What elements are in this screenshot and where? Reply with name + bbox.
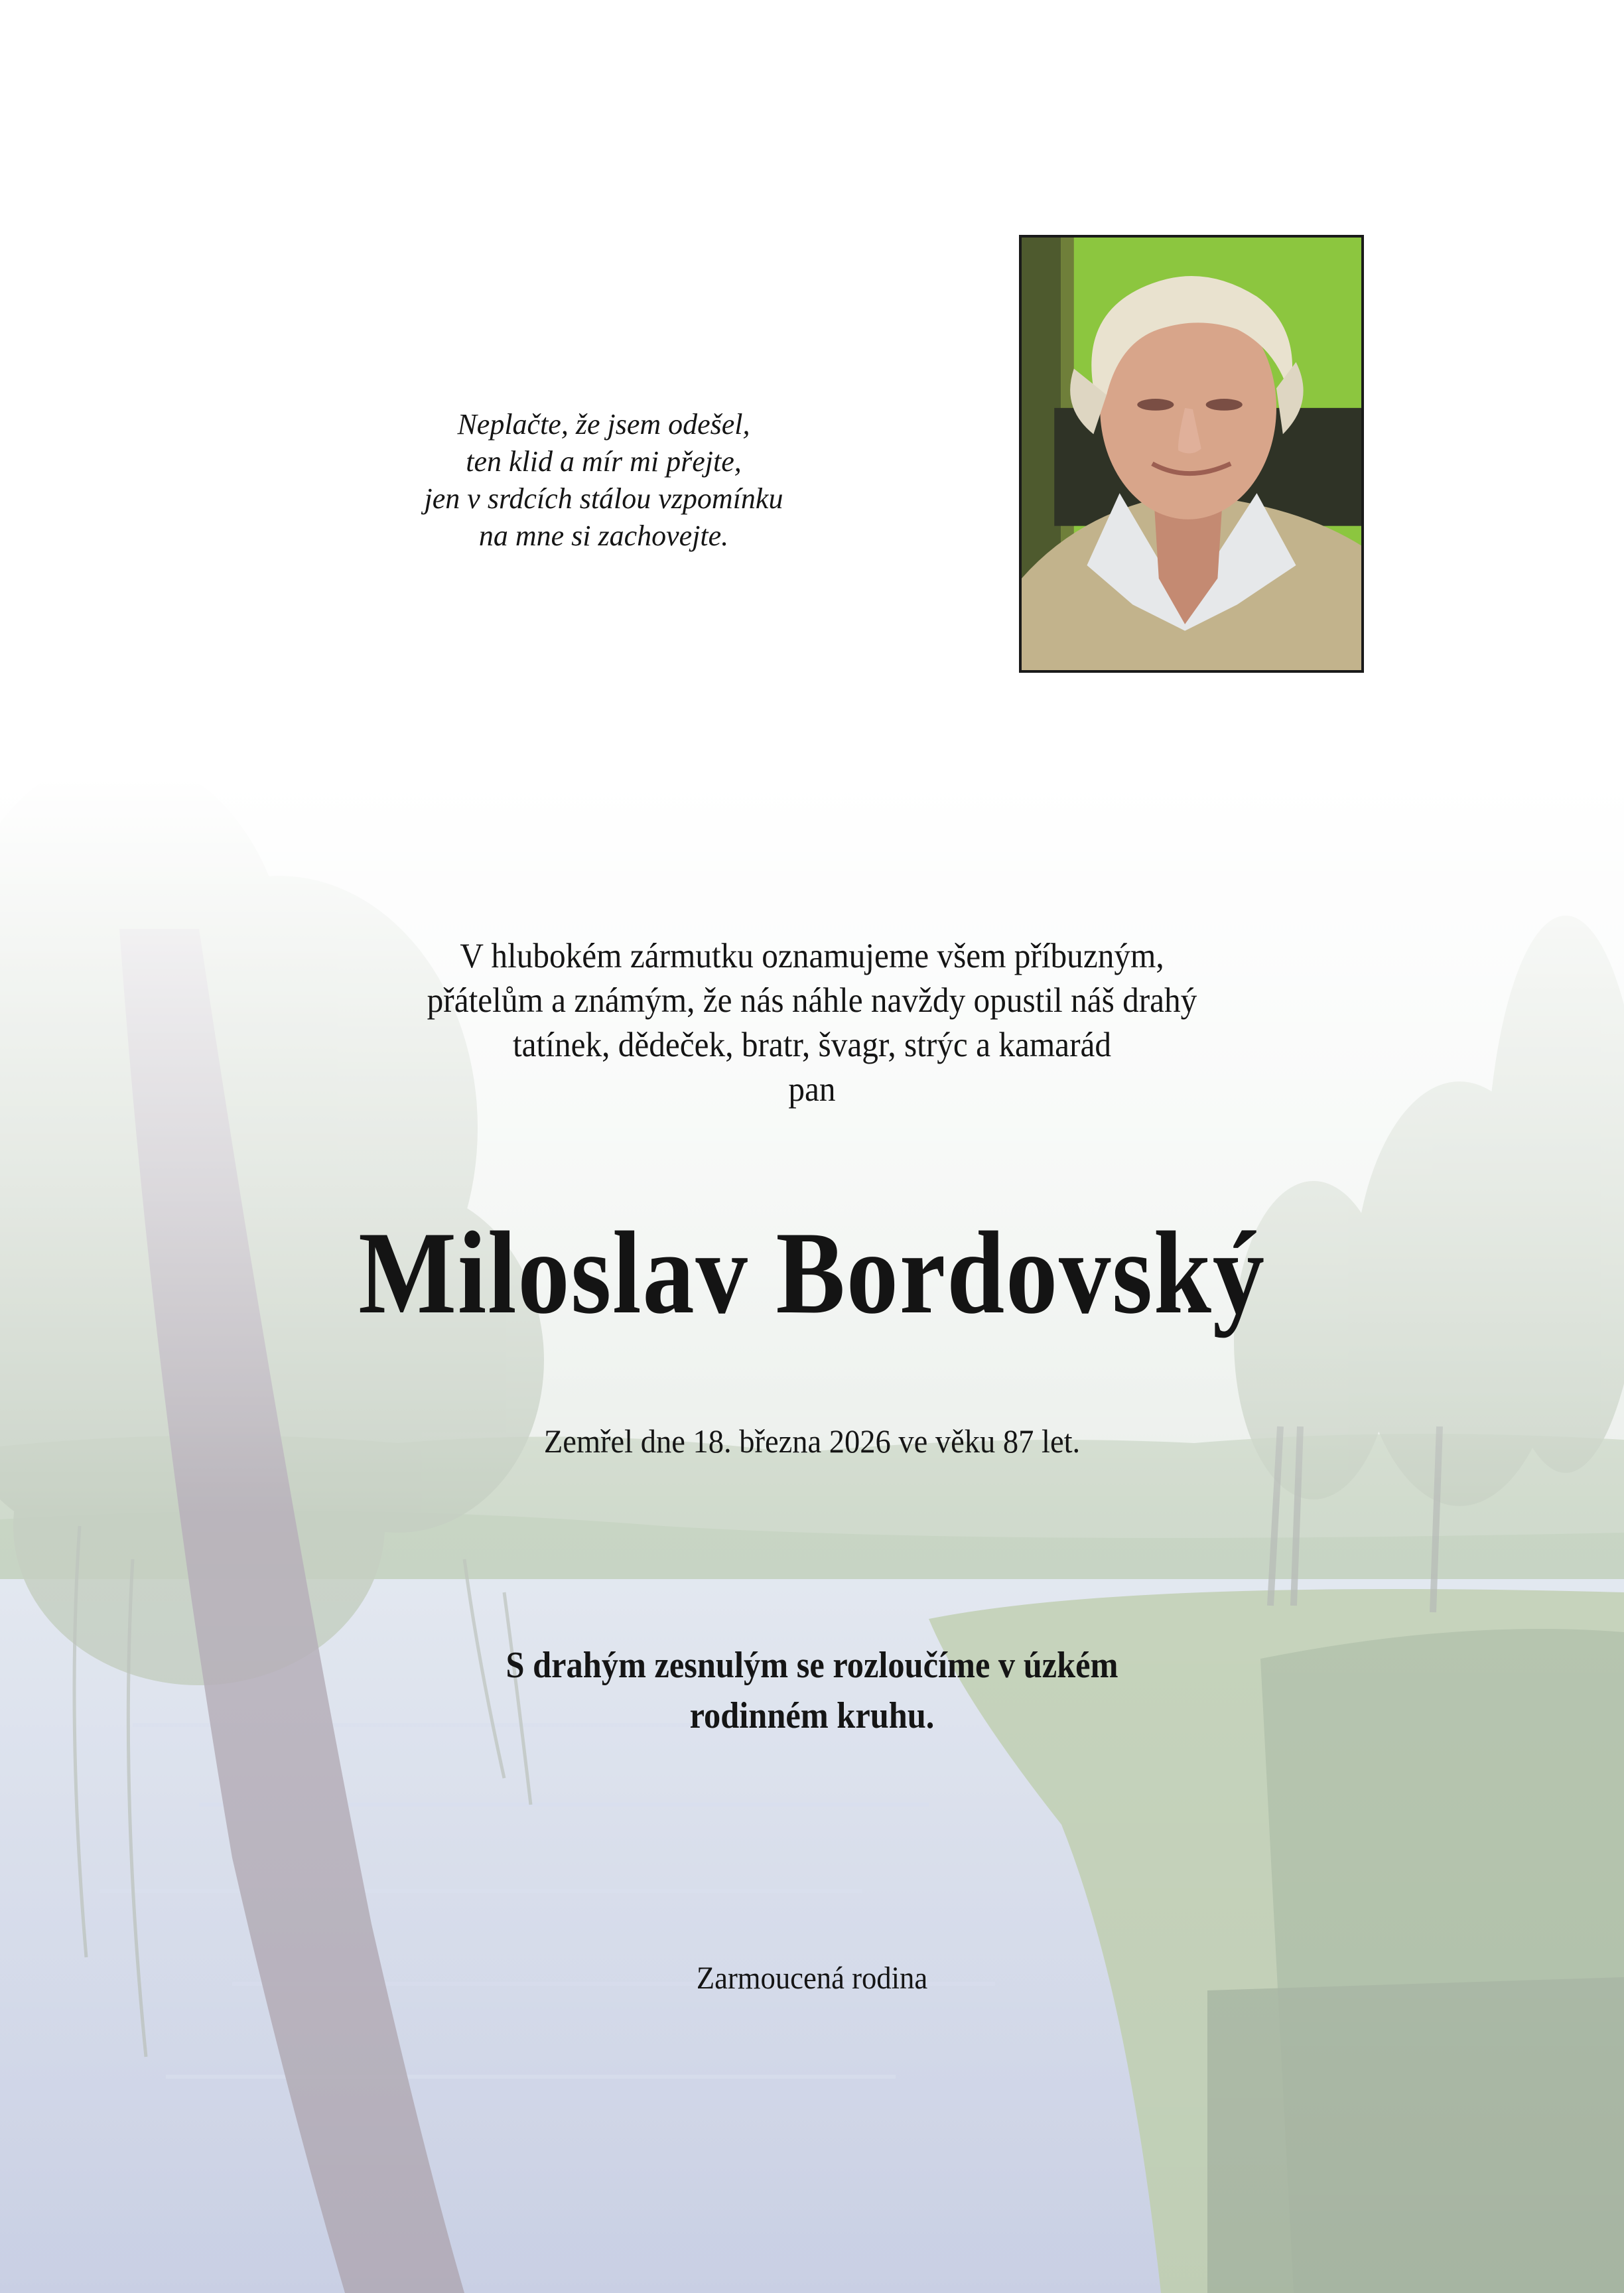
memorial-verse	[372, 406, 836, 555]
death-date-and-age: Zemřel dne 18. března 2026 ve věku 87 let.	[543, 1423, 1081, 1460]
verse-line: jen v srdcích stálou vzpomínku	[424, 482, 783, 515]
portrait-photo	[1019, 235, 1364, 673]
announcement-line: V hlubokém zármutku oznamujeme všem příbuzným,	[460, 937, 1164, 975]
announcement-line: tatínek, dědeček, bratr, švagr, strýc a kamarád	[512, 1026, 1112, 1064]
verse-line: na mne si zachovejte.	[478, 520, 729, 552]
announcement-text	[318, 934, 1306, 1112]
announcement-line: pan	[788, 1070, 836, 1109]
farewell-line: S drahým zesnulým se rozloučíme v úzkém	[506, 1645, 1118, 1686]
verse-line: Neplačte, že jsem odešel,	[457, 408, 750, 441]
farewell-line: rodinném kruhu.	[689, 1695, 935, 1736]
announcement-line: přátelům a známým, že nás náhle navždy opustil náš drahý	[427, 981, 1197, 1020]
deceased-name: Miloslav Bordovský	[358, 1207, 1266, 1338]
verse-line: ten klid a mír mi přejte,	[466, 445, 742, 478]
farewell-notice	[334, 1640, 1290, 1741]
family-signature: Zarmoucená rodina	[696, 1961, 928, 1996]
